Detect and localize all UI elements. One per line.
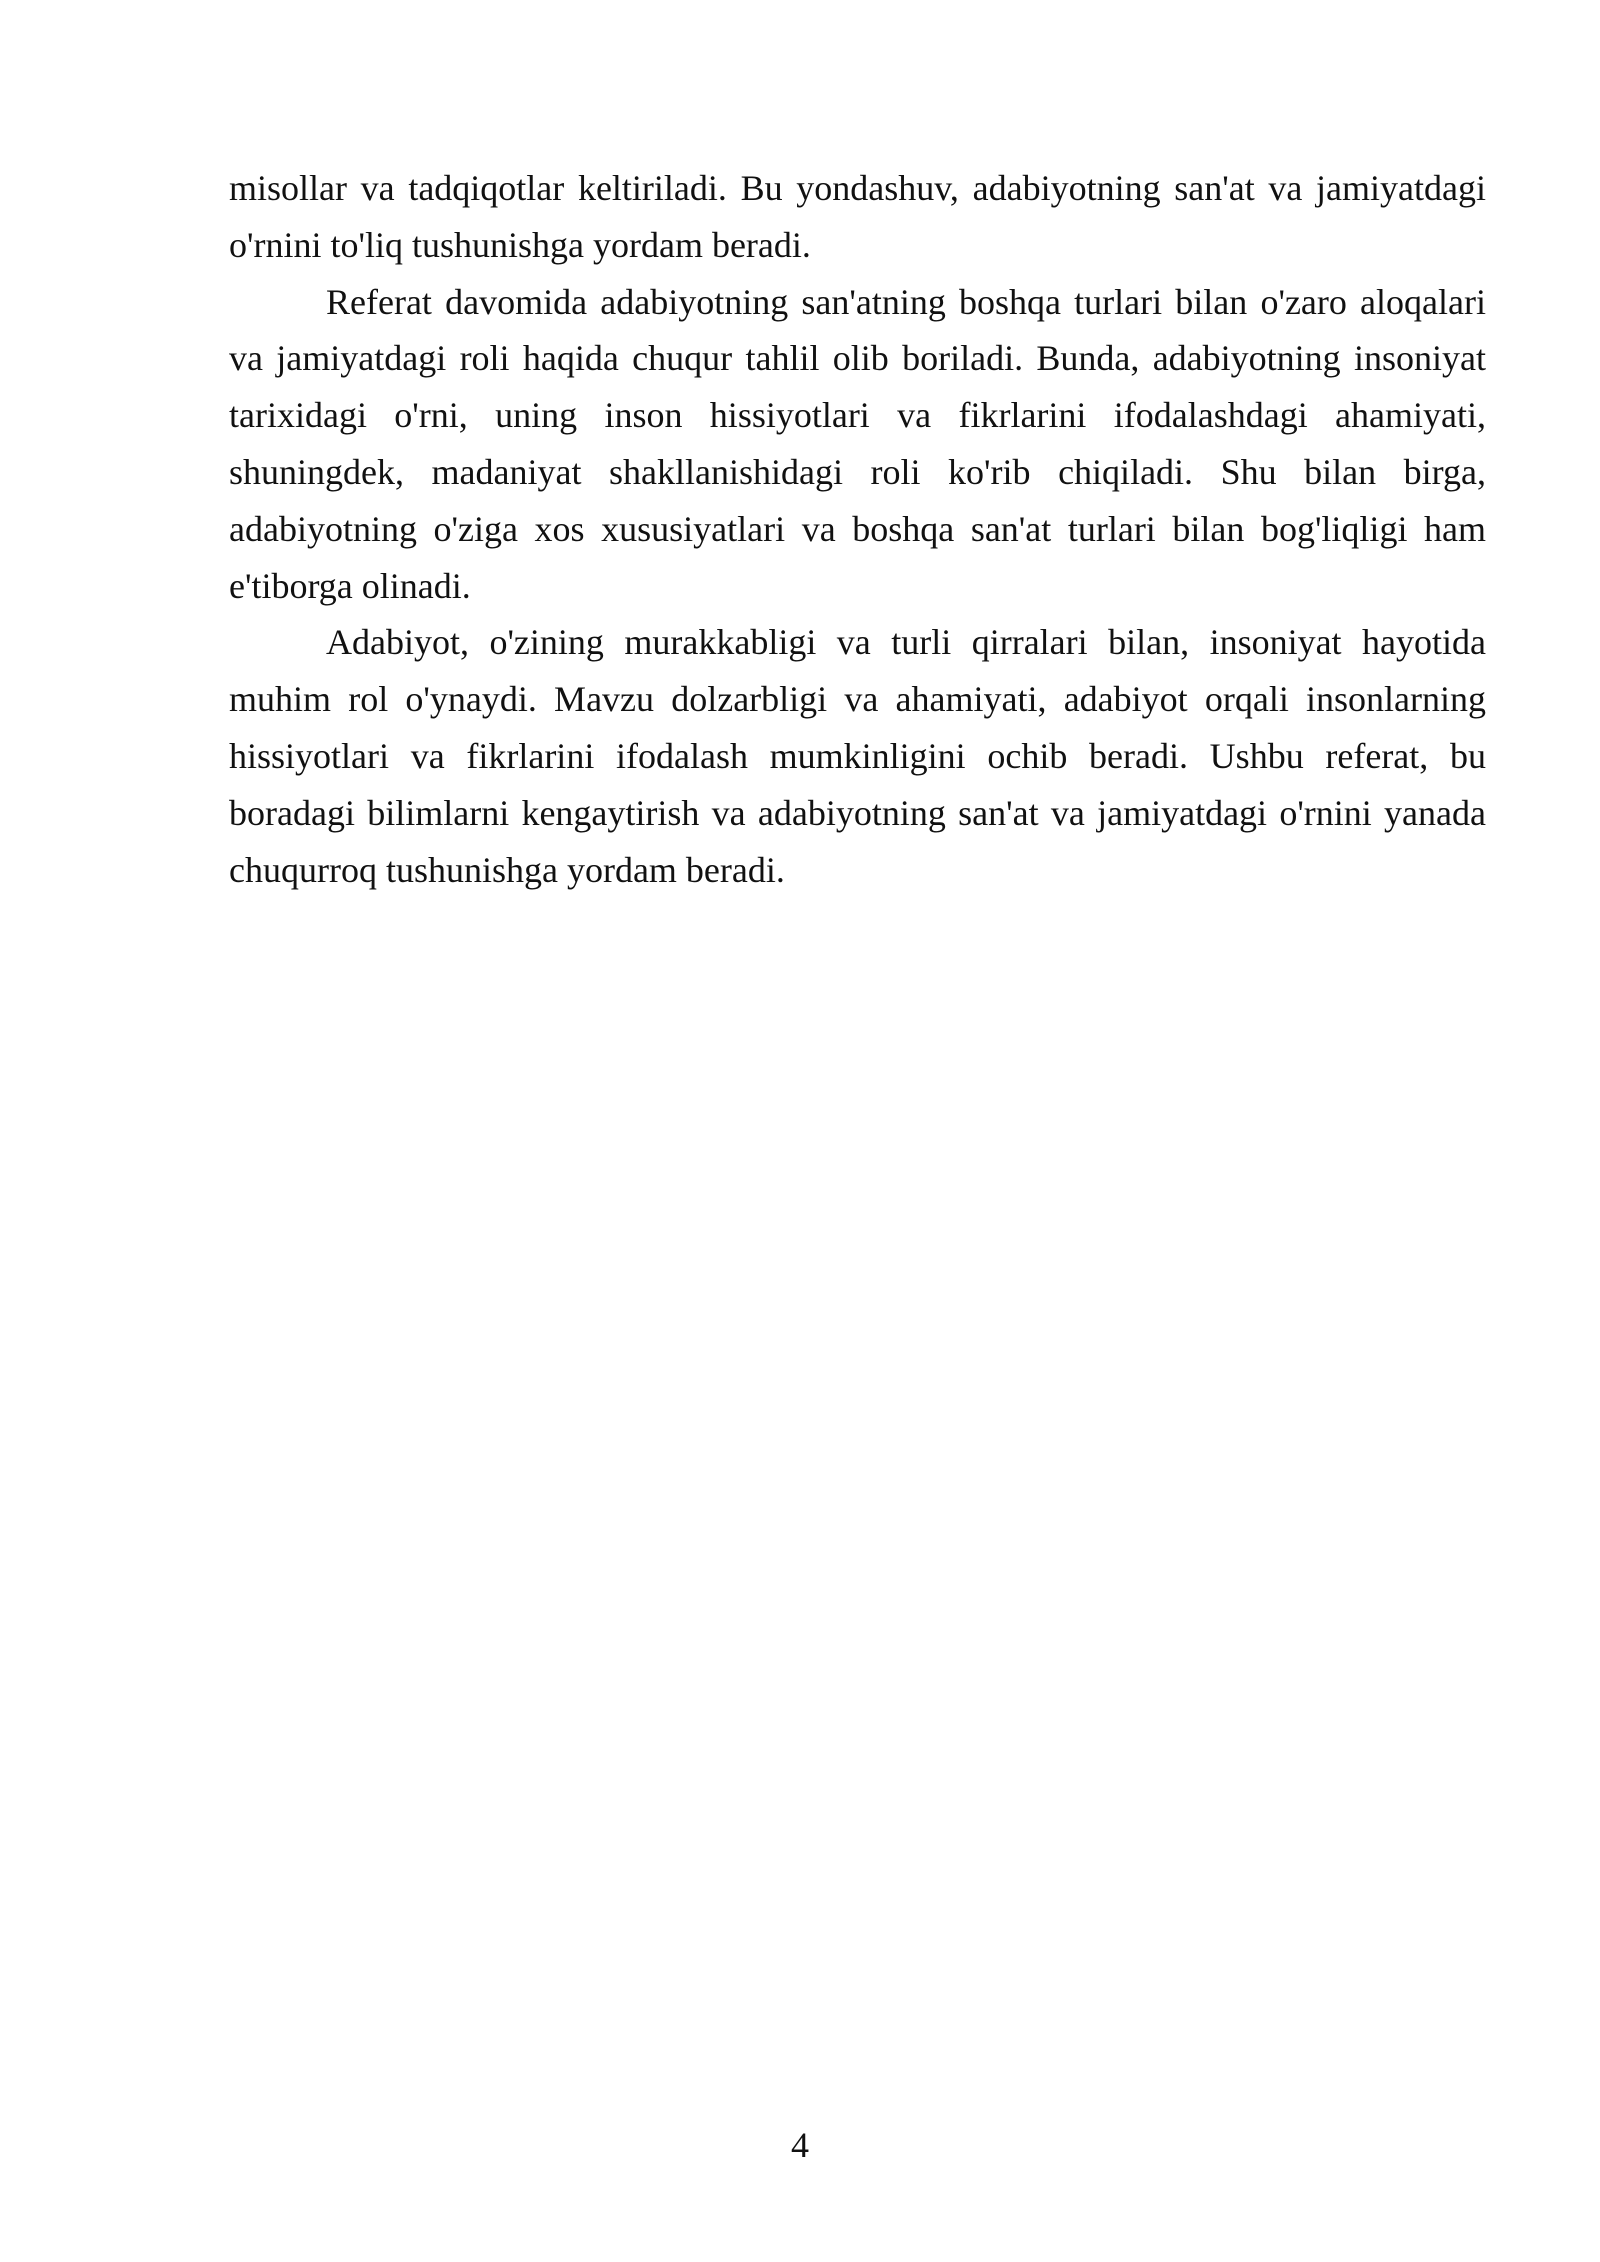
body-text [229, 160, 1486, 898]
paragraph-literature-role: Adabiyot, o'zining murakkabligi va turli qirralari bilan, insoniyat hayotida muhim rol o'ynaydi. Mavzu dolzarbligi va ahamiyati, adabiyot orqali insonlarning hissiyotlari va fikrlarini ifodalash mumkinligini ochib beradi. Ushbu referat, bu boradagi bilimlarni kengaytirish va adabiyotning san'at va jamiyatdagi o'rnini yanada chuqurroq tushunishga yordam beradi. [229, 622, 1486, 890]
paragraph-continuation: misollar va tadqiqotlar keltiriladi. Bu yondashuv, adabiyotning san'at va jamiyatdagi o'rnini to'liq tushunishga yordam beradi. [229, 168, 1486, 265]
paragraph-referat-analysis: Referat davomida adabiyotning san'atning boshqa turlari bilan o'zaro aloqalari va jamiyatdagi roli haqida chuqur tahlil olib boriladi. Bunda, adabiyotning insoniyat tarixidagi o'rni, uning inson hissiyotlari va fikrlarini ifodalashdagi ahamiyati, shuningdek, madaniyat shakllanishidagi roli ko'rib chiqiladi. Shu bilan birga, adabiyotning o'ziga xos xususiyatlari va boshqa san'at turlari bilan bog'liqligi ham e'tiborga olinadi. [229, 281, 1486, 606]
page-number: 4 [791, 2125, 809, 2165]
